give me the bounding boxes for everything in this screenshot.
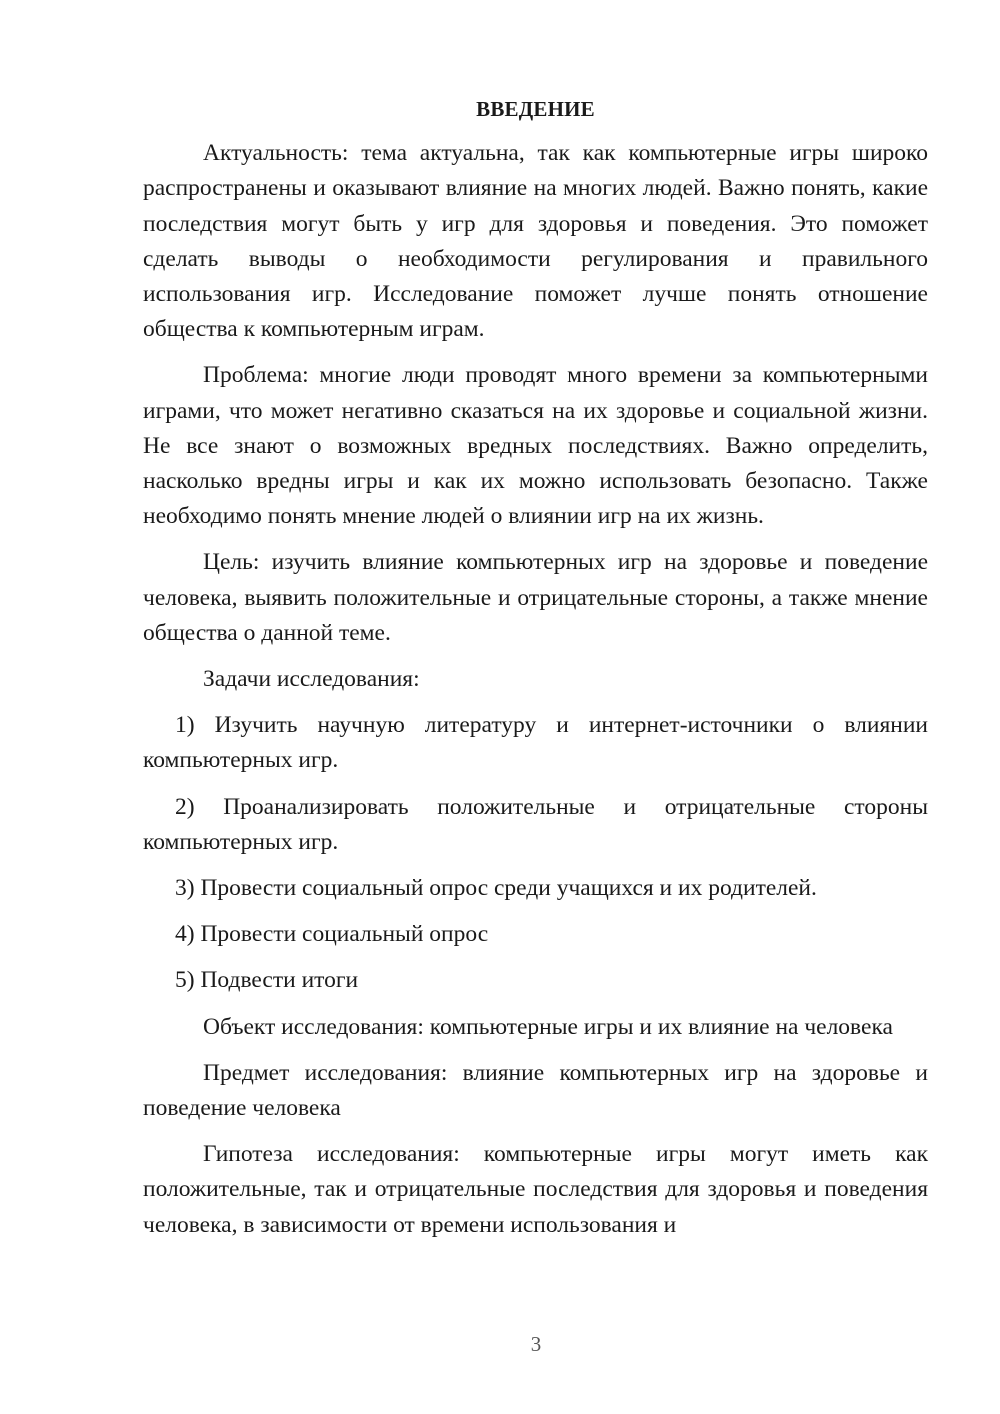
- task-item-4: 4) Провести социальный опрос: [175, 921, 489, 948]
- page-number: 3: [530, 1332, 542, 1356]
- hypothesis-paragraph: Гипотеза исследования: компьютерные игры могут иметь как положительные, так и отрицательные последствия для здоровья и поведения человека, в зависимости от времени использования и: [143, 1141, 928, 1238]
- document-page: [143, 92, 928, 1243]
- task-item-3: 3) Провести социальный опрос среди учащихся и их родителей.: [175, 875, 817, 902]
- tasks-list: [143, 708, 928, 998]
- object-paragraph: Объект исследования: компьютерные игры и их влияние на человека: [203, 1013, 893, 1040]
- task-item-5: 5) Подвести итоги: [175, 967, 359, 994]
- tasks-heading: Задачи исследования:: [203, 666, 420, 693]
- relevance-paragraph: Актуальность: тема актуальна, так как компьютерные игры широко распространены и оказывают влияние на многих людей. Важно понять, какие последствия могут быть у игр для здоровья и поведения. Это поможет сделать выводы о необходимости регулирования и правильного использования игр. Исследование поможет лучше понять отношение общества к компьютерным играм.: [143, 140, 928, 343]
- task-item-2: 2) Проанализировать положительные и отрицательные стороны компьютерных игр.: [143, 793, 928, 855]
- task-item-1: 1) Изучить научную литературу и интернет-источники о влиянии компьютерных игр.: [143, 712, 928, 774]
- problem-paragraph: Проблема: многие люди проводят много времени за компьютерными играми, что может негативно сказаться на их здоровье и социальной жизни. Не все знают о возможных вредных последствиях. Важно определить, насколько вредны игры и как их можно использовать безопасно. Также необходимо понять мнение людей о влиянии игр на их жизнь.: [143, 362, 928, 530]
- goal-paragraph: Цель: изучить влияние компьютерных игр на здоровье и поведение человека, выявить положительные и отрицательные стороны, а также мнение общества о данной теме.: [143, 549, 928, 646]
- subject-paragraph: Предмет исследования: влияние компьютерных игр на здоровье и поведение человека: [143, 1059, 928, 1122]
- page-title: ВВЕДЕНИЕ: [476, 97, 595, 121]
